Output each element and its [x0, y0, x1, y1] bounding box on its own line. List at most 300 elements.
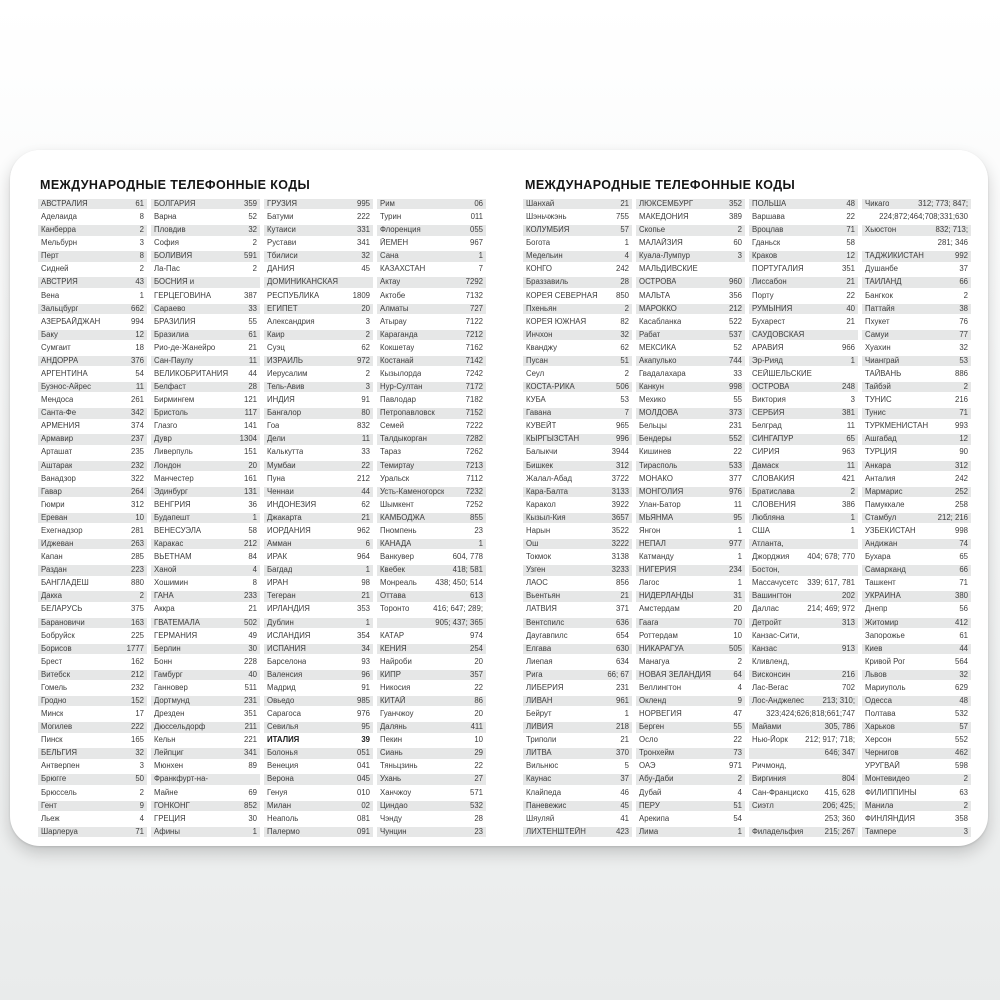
table-row [264, 591, 373, 601]
entry-name: Медельин [526, 251, 563, 261]
entry-code: 237 [130, 434, 144, 444]
entry-name: Александрия [267, 316, 315, 326]
entry-name: ВЕЛИКОБРИТАНИЯ [154, 369, 229, 379]
table-row [377, 814, 486, 824]
entry-code: 971 [728, 761, 742, 771]
entry-name: Балыкчи [526, 447, 558, 457]
entry-code: 50 [135, 774, 144, 784]
entry-code: 2 [737, 774, 742, 784]
entry-name: Рабат [639, 329, 661, 339]
entry-code: 1 [737, 525, 742, 535]
table-row [377, 604, 486, 614]
right-page [523, 178, 975, 840]
table-row [862, 513, 971, 523]
entry-code: 1 [850, 355, 855, 365]
entry-code: 532 [469, 800, 483, 810]
entry-code: 976 [728, 486, 742, 496]
entry-code: 162 [130, 656, 144, 666]
entry-name: ТАЙВАНЬ [865, 369, 902, 379]
entry-code: 233 [243, 591, 257, 601]
table-row [377, 657, 486, 667]
entry-name: Шарлеруа [41, 826, 78, 836]
entry-code: 965 [615, 421, 629, 431]
table-row [264, 238, 373, 248]
table-row [151, 748, 260, 758]
entry-name: Хуахин [865, 342, 891, 352]
entry-name: Турин [380, 212, 402, 222]
table-row [264, 382, 373, 392]
entry-code: 7132 [465, 290, 483, 300]
entry-code: 322 [130, 473, 144, 483]
table-row [523, 317, 632, 327]
table-row [862, 552, 971, 562]
entry-code: 231 [615, 682, 629, 692]
entry-name: Ханчжоу [380, 787, 412, 797]
table-row [151, 539, 260, 549]
entry-code: 505 [728, 643, 742, 653]
table-row [749, 618, 858, 628]
entry-name: Варшава [752, 212, 785, 222]
entry-name: Гвадалахара [639, 369, 686, 379]
entry-code: 7 [478, 264, 483, 274]
table-row [636, 670, 745, 680]
entry-code: 57 [620, 225, 629, 235]
entry-code: 261 [130, 395, 144, 405]
entry-name: Перт [41, 251, 59, 261]
entry-name: Атырау [380, 316, 407, 326]
table-row [38, 774, 147, 784]
entry-code: 591 [243, 251, 257, 261]
entry-name: Абу-Даби [639, 774, 674, 784]
entry-code: 966 [841, 342, 855, 352]
entry-code: 371 [615, 604, 629, 614]
table-row [523, 408, 632, 418]
entry-code: 963 [841, 447, 855, 457]
entry-name: КЫРГЫЗСТАН [526, 434, 580, 444]
entry-code: 216 [841, 669, 855, 679]
entry-code: 8 [139, 212, 144, 222]
table-row [264, 277, 373, 287]
table-row [636, 552, 745, 562]
table-row [636, 395, 745, 405]
entry-name: Вена [41, 290, 60, 300]
table-row [862, 578, 971, 588]
entry-name: Каунас [526, 774, 552, 784]
entry-name: Пхукет [865, 316, 890, 326]
table-row [38, 277, 147, 287]
entry-name: Эдинбург [154, 486, 188, 496]
entry-code: 8 [139, 251, 144, 261]
table-row [862, 343, 971, 353]
table-row [377, 552, 486, 562]
entry-code: 141 [243, 421, 257, 431]
entry-name: Лас-Вегас [752, 682, 789, 692]
entry-code: 370 [615, 748, 629, 758]
entry-code: 98 [361, 578, 370, 588]
entry-code: 421 [841, 473, 855, 483]
entry-code: 224;872;464;708;331;630 [879, 212, 968, 222]
entry-name: ОСТРОВА [752, 382, 790, 392]
entry-name: Вьентьян [526, 591, 561, 601]
table-row [38, 421, 147, 431]
table-row [523, 788, 632, 798]
table-row [377, 788, 486, 798]
entry-code: 11 [248, 355, 257, 365]
entry-code: 56 [959, 604, 968, 614]
entry-code: 40 [846, 303, 855, 313]
entry-code: 2 [737, 225, 742, 235]
entry-name: Вроцлав [752, 225, 784, 235]
entry-name: Канберра [41, 225, 76, 235]
table-row [636, 604, 745, 614]
entry-name: Лондон [154, 460, 181, 470]
entry-name: Квебек [380, 565, 405, 575]
entry-name: Циндао [380, 800, 408, 810]
table-row [636, 434, 745, 444]
table-row [636, 827, 745, 837]
entry-code: 63 [959, 787, 968, 797]
table-row [862, 291, 971, 301]
table-row [151, 657, 260, 667]
entry-name: Братислава [752, 486, 795, 496]
entry-name: ИНДИЯ [267, 395, 295, 405]
entry-code: 22 [474, 761, 483, 771]
entry-name: Херсон [865, 735, 892, 745]
entry-name: Брюссель [41, 787, 77, 797]
entry-code: 373 [728, 408, 742, 418]
entry-name: ИОРДАНИЯ [267, 525, 311, 535]
table-row [38, 618, 147, 628]
entry-code: 7282 [465, 434, 483, 444]
entry-name: Монтевидео [865, 774, 910, 784]
entry-name: ВЬЕТНАМ [154, 552, 192, 562]
entry-name: Иджеван [41, 539, 74, 549]
entry-name: СИНГАПУР [752, 434, 794, 444]
entry-code: 522 [728, 316, 742, 326]
entry-code: 69 [248, 787, 257, 797]
entry-name: ТАИЛАНД [865, 277, 902, 287]
entry-name: Житомир [865, 617, 899, 627]
entry-code: 12 [135, 329, 144, 339]
entry-name: Бельцы [639, 421, 667, 431]
table-row [523, 500, 632, 510]
entry-code: 994 [130, 316, 144, 326]
table-row [377, 304, 486, 314]
entry-name: Лагос [639, 578, 660, 588]
entry-code: 20 [474, 656, 483, 666]
entry-code: 1 [139, 290, 144, 300]
entry-code: 977 [728, 539, 742, 549]
table-row [523, 735, 632, 745]
table-row [377, 631, 486, 641]
entry-code: 416; 647; 289; [433, 604, 483, 614]
entry-code: 1 [737, 826, 742, 836]
entry-code: 66; 67 [607, 669, 629, 679]
entry-code: 2 [963, 382, 968, 392]
entry-code: 44 [361, 486, 370, 496]
entry-code: 502 [243, 617, 257, 627]
entry-code: 341 [243, 748, 257, 758]
table-row [264, 631, 373, 641]
entry-code: 222 [356, 212, 370, 222]
table-row [636, 722, 745, 732]
entry-name: Сумгаит [41, 342, 71, 352]
entry-code: 1 [737, 552, 742, 562]
entry-name: АЗЕРБАЙДЖАН [41, 316, 101, 326]
entry-name: ИНДОНЕЗИЯ [267, 499, 317, 509]
table-row [523, 395, 632, 405]
table-row [636, 474, 745, 484]
entry-name: Елгава [526, 643, 552, 653]
entry-code: 634 [615, 656, 629, 666]
entry-code: 832 [356, 421, 370, 431]
entry-name: Детройт [752, 617, 782, 627]
table-row [377, 539, 486, 549]
entry-code: 312 [130, 499, 144, 509]
entry-name: Бухара [865, 552, 891, 562]
entry-name: Массачусетс [752, 578, 799, 588]
entry-code: 21 [620, 591, 629, 601]
table-row [38, 291, 147, 301]
table-row [636, 212, 745, 222]
entry-code: 598 [954, 761, 968, 771]
entry-code: 65 [959, 552, 968, 562]
table-row [749, 696, 858, 706]
table-row [151, 552, 260, 562]
entry-code: 20 [361, 303, 370, 313]
entry-code: 636 [615, 617, 629, 627]
table-row [151, 277, 260, 287]
entry-name: Гавана [526, 408, 552, 418]
entry-name: МОЛДОВА [639, 408, 679, 418]
table-row [264, 814, 373, 824]
entry-name: ПОРТУГАЛИЯ [752, 264, 804, 274]
entry-code: 281 [130, 525, 144, 535]
entry-name: Тирасполь [639, 460, 678, 470]
table-row [862, 683, 971, 693]
entry-name: МАЛЬДИВСКИЕ [639, 264, 698, 274]
table-row [151, 513, 260, 523]
entry-name: КОРЕЯ ЮЖНАЯ [526, 316, 587, 326]
entry-name: НОВАЯ ЗЕЛАНДИЯ [639, 669, 712, 679]
table-row [862, 421, 971, 431]
entry-code: 44 [248, 369, 257, 379]
entry-name: Темиртау [380, 460, 415, 470]
entry-code: 7292 [465, 277, 483, 287]
entry-code: 855 [469, 512, 483, 522]
entry-code: 77 [959, 329, 968, 339]
entry-name: Бонн [154, 656, 173, 666]
table-row [151, 199, 260, 209]
table-row [862, 631, 971, 641]
table-row [151, 696, 260, 706]
table-row [749, 735, 858, 745]
entry-name: ИРАК [267, 552, 288, 562]
entry-name: Бишкек [526, 460, 553, 470]
table-row [749, 225, 858, 235]
entry-name: Ханой [154, 565, 177, 575]
entry-code: 1 [624, 709, 629, 719]
entry-name: Далянь [380, 722, 407, 732]
table-row [264, 304, 373, 314]
entry-code: 58 [846, 238, 855, 248]
table-row [862, 539, 971, 549]
page-title: МЕЖДУНАРОДНЫЕ ТЕЛЕФОННЫЕ КОДЫ [40, 178, 311, 192]
table-row [636, 225, 745, 235]
table-row [523, 238, 632, 248]
entry-name: Мехико [639, 395, 666, 405]
entry-code: 44 [959, 643, 968, 653]
entry-code: 7213 [465, 460, 483, 470]
table-row [862, 670, 971, 680]
table-row [264, 683, 373, 693]
entry-name: КОЛУМБИЯ [526, 225, 570, 235]
entry-name: Узген [526, 565, 546, 575]
entry-code: 21 [361, 512, 370, 522]
entry-name: Шяуляй [526, 813, 555, 823]
table-row [264, 761, 373, 771]
table-row [264, 696, 373, 706]
entry-code: 82 [620, 316, 629, 326]
table-row [151, 343, 260, 353]
table-row [151, 304, 260, 314]
table-row [636, 657, 745, 667]
entry-name: Армавир [41, 434, 74, 444]
table-row [636, 709, 745, 719]
entry-code: 64 [733, 669, 742, 679]
table-row [151, 526, 260, 536]
entry-name: ГРУЗИЯ [267, 199, 297, 208]
entry-name: Бангкок [865, 290, 893, 300]
planner-page-sheet [10, 150, 988, 846]
table-row [38, 304, 147, 314]
entry-name: НИДЕРЛАНДЫ [639, 591, 694, 601]
entry-code: 218 [615, 722, 629, 732]
entry-code: 253; 360 [824, 813, 855, 823]
table-row [523, 447, 632, 457]
table-row [636, 317, 745, 327]
table-row [38, 212, 147, 222]
entry-name: Борисов [41, 643, 72, 653]
entry-name: ИРЛАНДИЯ [267, 604, 310, 614]
entry-code: 7142 [465, 355, 483, 365]
table-row [264, 487, 373, 497]
table-row [523, 683, 632, 693]
entry-name: БОСНИЯ и [154, 277, 195, 287]
entry-code: 93 [361, 656, 370, 666]
entry-name: Тронхейм [639, 748, 675, 758]
table-row [377, 644, 486, 654]
entry-name: Кызыл-Кия [526, 512, 566, 522]
entry-code: 52 [733, 342, 742, 352]
table-row [151, 788, 260, 798]
table-row [151, 761, 260, 771]
entry-name: Кишинев [639, 447, 672, 457]
table-row [862, 801, 971, 811]
entry-code: 212 [728, 303, 742, 313]
entry-name: Чэнду [380, 813, 402, 823]
entry-code: 70 [733, 617, 742, 627]
table-row [523, 761, 632, 771]
entry-code: 3133 [611, 486, 629, 496]
table-row [636, 447, 745, 457]
entry-code: 1 [737, 578, 742, 588]
table-row [862, 461, 971, 471]
entry-name: КОРЕЯ СЕВЕРНАЯ [526, 290, 598, 300]
entry-name: Каракол [526, 499, 556, 509]
entry-name: Ташкент [865, 578, 896, 588]
table-row [862, 356, 971, 366]
entry-name: Запорожье [865, 630, 905, 640]
entry-code: 242 [954, 473, 968, 483]
entry-name: Гоа [267, 421, 280, 431]
entry-name: Льеж [41, 813, 60, 823]
table-row [636, 304, 745, 314]
entry-code: 21 [620, 199, 629, 208]
entry-code: 2 [365, 329, 370, 339]
entry-code: 71 [135, 826, 144, 836]
entry-name: Жалал-Абад [526, 473, 573, 483]
table-row [862, 251, 971, 261]
entry-name: Пхеньян [526, 303, 557, 313]
table-row [862, 277, 971, 287]
table-row [151, 408, 260, 418]
table-row [862, 225, 971, 235]
entry-name: Алматы [380, 303, 409, 313]
entry-code: 285 [130, 552, 144, 562]
entry-name: Чернигов [865, 748, 899, 758]
entry-code: 3944 [611, 447, 629, 457]
table-row [377, 735, 486, 745]
entry-name: Вентспилс [526, 617, 565, 627]
table-row [523, 748, 632, 758]
entry-name: Нью-Йорк [752, 735, 788, 745]
table-row [636, 631, 745, 641]
entry-name: Канзас [752, 643, 777, 653]
table-row [523, 277, 632, 287]
table-row [151, 565, 260, 575]
table-row [377, 696, 486, 706]
entry-code: 998 [954, 525, 968, 535]
table-row [264, 644, 373, 654]
table-row [377, 225, 486, 235]
table-row [862, 434, 971, 444]
entry-name: ГАНА [154, 591, 174, 601]
entry-name: Антверпен [41, 761, 80, 771]
entry-code: 62 [361, 499, 370, 509]
entry-name: Тель-Авив [267, 382, 305, 392]
entry-name: Капан [41, 552, 63, 562]
entry-code: 2 [963, 290, 968, 300]
entry-code: 533 [728, 460, 742, 470]
entry-name: ГРЕЦИЯ [154, 813, 186, 823]
entry-code: 312 [954, 460, 968, 470]
table-row [523, 304, 632, 314]
table-row [636, 696, 745, 706]
table-row [38, 827, 147, 837]
table-row [523, 644, 632, 654]
entry-code: 80 [361, 408, 370, 418]
entry-code: 2 [737, 656, 742, 666]
table-row [264, 722, 373, 732]
entry-name: Одесса [865, 695, 892, 705]
entry-name: Берлин [154, 643, 181, 653]
entry-code: 804 [841, 774, 855, 784]
entry-code: 359 [243, 199, 257, 208]
entry-name: АВСТРИЯ [41, 277, 78, 287]
entry-name: Улан-Батор [639, 499, 681, 509]
entry-name: Краков [752, 251, 778, 261]
